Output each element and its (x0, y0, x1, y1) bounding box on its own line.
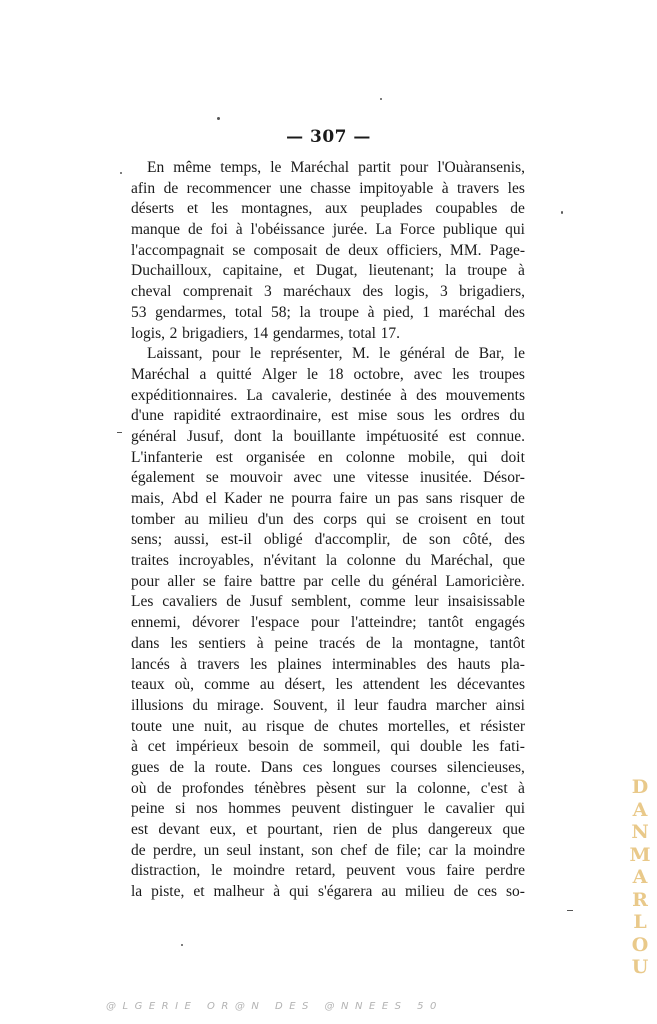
text-line: Maréchal a quitté Alger le 18 octobre, avec les troupes (131, 365, 525, 383)
text-line: illusions du mirage. Souvent, il leur faudra marcher ainsi (131, 696, 525, 714)
text-line: Les cavaliers de Jusuf semblent, comme leur insaisissable (131, 593, 525, 611)
page-number: — 307 — (286, 127, 371, 147)
watermark-letter: M (629, 843, 651, 866)
scan-speck (181, 944, 183, 946)
text-line: lancés à travers les plaines interminables des hauts pla- (131, 655, 525, 673)
text-line: d'une rapidité extraordinaire, est mise sous les ordres du (131, 407, 525, 425)
text-line: dans les sentiers à peine tracés de la montagne, tantôt (131, 634, 525, 652)
text-line: Duchailloux, capitaine, et Dugat, lieutenant; la troupe à (131, 262, 525, 280)
scan-speck (120, 172, 122, 174)
text-line: déserts et les montagnes, aux peuplades coupables de (131, 200, 525, 218)
watermark-letter: A (632, 866, 648, 888)
text-line: toute une nuit, au risque de chutes mortelles, et résister (131, 717, 525, 735)
text-line: où de profondes ténèbres pèsent sur la colonne, c'est à (131, 779, 525, 797)
text-line: tomber au milieu d'un des corps qui se croisent en tout (131, 510, 525, 528)
watermark-letter: N (631, 821, 649, 843)
text-line: logis, 2 brigadiers, 14 gendarmes, total 17. (131, 324, 400, 342)
text-line: cheval comprenait 3 maréchaux des logis, 3 brigadiers, (131, 283, 525, 301)
scan-speck (217, 117, 220, 120)
text-line: gues de la route. Dans ces longues courses silencieuses, (131, 758, 525, 776)
text-line: distraction, le moindre retard, peuvent vous faire perdre (131, 862, 525, 880)
watermark-letter: D (631, 776, 649, 798)
text-line: 53 gendarmes, total 58; la troupe à pied, 1 maréchal des (131, 303, 525, 321)
text-line: est devant eux, et pourtant, rien de plus dangereux que (131, 821, 525, 838)
text-line: général Jusuf, dont la bouillante impétuosité est connue. (131, 427, 525, 445)
text-line: L'infanterie est organisée en colonne mobile, qui doit (131, 448, 525, 466)
watermark-letter: L (633, 911, 647, 933)
watermark-letter: O (631, 933, 649, 956)
text-line: teaux où, comme au désert, les attendent les décevantes (131, 676, 525, 694)
scan-speck (561, 211, 563, 214)
watermark-letter: R (632, 888, 648, 911)
text-line: l'accompagnait se composait de deux officiers, MM. Page- (131, 241, 525, 259)
text-line: manque de foi à l'obéissance jurée. La Force publique qui (131, 221, 525, 239)
text-line: ennemi, dévorer l'espace pour l'atteindre; tantôt engagés (131, 614, 525, 632)
text-line: de perdre, un seul instant, son chef de file; car la moindre (131, 841, 525, 859)
scan-speck (117, 432, 122, 433)
vertical-watermark (630, 776, 650, 979)
text-line: En même temps, le Maréchal partit pour l'Ouàransenis, (147, 159, 525, 176)
text-line: afin de recommencer une chasse impitoyable à travers les (131, 179, 525, 197)
scan-speck (380, 98, 382, 100)
watermark-letter: A (632, 798, 648, 821)
text-line: la piste, et malheur à qui s'égarera au milieu de ces so- (131, 883, 525, 901)
text-line: mais, Abd el Kader ne pourra faire un pas sans risquer de (131, 490, 525, 507)
text-line: également se mouvoir avec une vitesse inusitée. Désor- (131, 469, 525, 487)
watermark-letter: U (631, 956, 649, 978)
text-line: à cet impérieux besoin de sommeil, qui double les fati- (131, 738, 525, 756)
footer-caption: @LGERIE OR@N DES @NNEES 50 (106, 1001, 443, 1012)
text-line: peine si nos hommes peuvent distinguer le cavalier qui (131, 800, 525, 818)
text-line: sens; aussi, est-il obligé d'accomplir, de son côté, des (131, 531, 525, 549)
text-line: pour aller se faire battre par celle du général Lamoricière. (131, 572, 525, 590)
text-line: expéditionnaires. La cavalerie, destinée à des mouvements (131, 386, 525, 404)
scan-speck (567, 910, 573, 911)
text-line: Laissant, pour le représenter, M. le général de Bar, le (147, 345, 525, 363)
text-line: traites incroyables, n'évitant la colonne du Maréchal, que (131, 552, 525, 570)
body-text (131, 158, 525, 903)
